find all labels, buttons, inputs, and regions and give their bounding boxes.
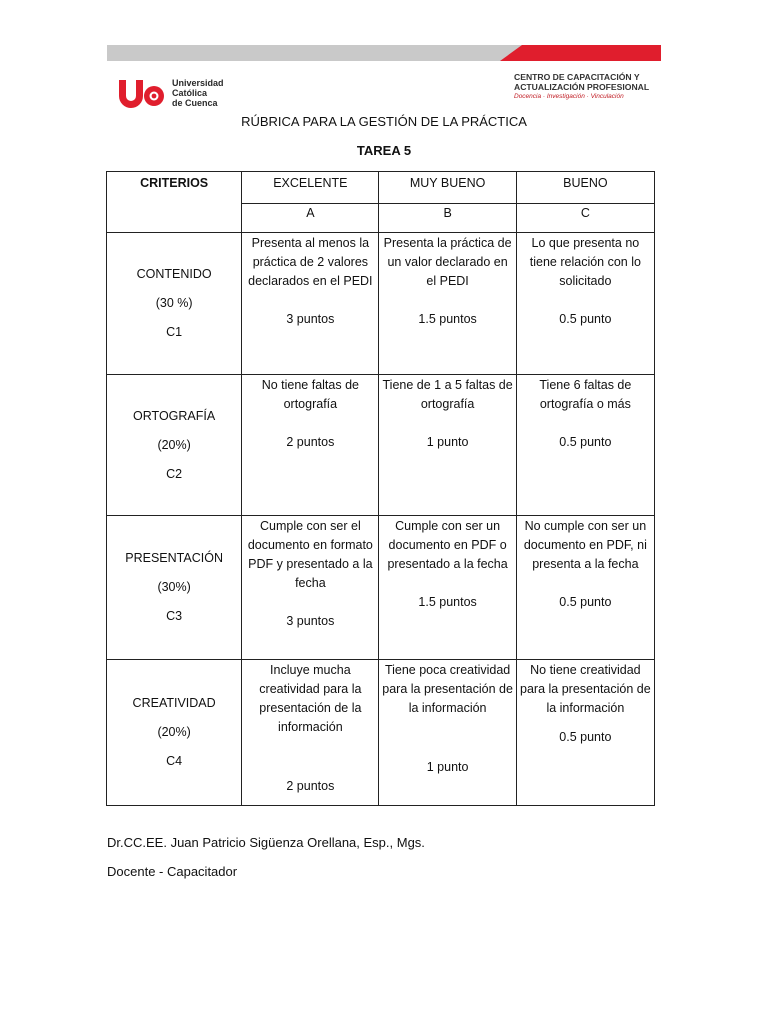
rubric-cell xyxy=(516,516,654,660)
table-row xyxy=(107,516,655,660)
criterion-cell xyxy=(107,233,242,375)
cell-points: 0.5 punto xyxy=(559,435,612,449)
header-band-gray xyxy=(107,45,527,61)
cell-description: Incluye mucha creatividad para la presentación de la información xyxy=(259,663,362,734)
level-header-excelente: EXCELENTE xyxy=(242,172,379,204)
cell-points: 2 puntos xyxy=(286,435,335,449)
level-letter-a: A xyxy=(242,204,379,233)
rubric-cell xyxy=(516,375,654,516)
center-name-line1: CENTRO DE CAPACITACIÓN Y xyxy=(514,72,640,82)
level-header-muy-bueno: MUY BUENO xyxy=(379,172,516,204)
cell-points: 0.5 punto xyxy=(559,595,612,609)
cell-description: Presenta la práctica de un valor declarado en el PEDI xyxy=(383,236,512,288)
cell-points: 1.5 puntos xyxy=(418,595,477,609)
criterion-name: PRESENTACIÓN xyxy=(125,551,223,565)
criterion-weight: (20%) xyxy=(157,437,191,452)
cell-points: 1 punto xyxy=(426,435,469,449)
cell-points: 0.5 punto xyxy=(559,312,612,326)
rubric-table xyxy=(106,171,655,806)
cell-points: 0.5 punto xyxy=(559,730,612,744)
rubric-cell xyxy=(379,233,516,375)
criterion-cell xyxy=(107,660,242,806)
cell-description: Tiene de 1 a 5 faltas de ortografía xyxy=(382,378,513,411)
criterion-weight: (20%) xyxy=(157,725,191,739)
university-logo xyxy=(116,76,224,110)
cell-description: No tiene faltas de ortografía xyxy=(261,378,359,411)
university-name xyxy=(172,78,224,108)
center-logo xyxy=(514,72,664,101)
criteria-header: CRITERIOS xyxy=(107,172,242,233)
rubric-cell xyxy=(379,516,516,660)
document-title: RÚBRICA PARA LA GESTIÓN DE LA PRÁCTICA xyxy=(241,114,527,129)
criterion-name: ORTOGRAFÍA xyxy=(133,408,216,423)
criterion-name: CREATIVIDAD xyxy=(132,696,216,710)
header-band-red xyxy=(500,45,661,61)
rubric-cell xyxy=(242,375,379,516)
table-header-row xyxy=(107,172,655,204)
table-row xyxy=(107,233,655,375)
rubric-cell xyxy=(379,375,516,516)
rubric-cell xyxy=(242,660,379,806)
level-letter-b: B xyxy=(379,204,516,233)
center-tagline: Docencia · Investigación · Vinculación xyxy=(514,93,624,100)
rubric-cell xyxy=(379,660,516,806)
author-name: Dr.CC.EE. Juan Patricio Sigüenza Orellana, Esp., Mgs. xyxy=(107,835,425,850)
criterion-code: C4 xyxy=(166,754,183,768)
university-name-line: Católica xyxy=(172,88,208,98)
author-role: Docente - Capacitador xyxy=(107,864,238,879)
criterion-name: CONTENIDO xyxy=(136,267,212,281)
cell-description: Cumple con ser el documento en formato PDF y presentado a la fecha xyxy=(247,519,373,590)
university-name-line: Universidad xyxy=(172,78,224,88)
cell-description: Presenta al menos la práctica de 2 valores declarados en el PEDI xyxy=(248,236,373,288)
cell-description: Cumple con ser un documento en PDF o presentado a la fecha xyxy=(387,519,508,571)
criterion-cell xyxy=(107,375,242,516)
cell-points: 1 punto xyxy=(426,760,469,774)
criterion-weight: (30 %) xyxy=(155,296,193,310)
table-row xyxy=(107,660,655,806)
cell-points: 1.5 puntos xyxy=(418,312,477,326)
cell-description: Tiene poca creatividad para la presentación de la información xyxy=(382,663,513,715)
ucacue-logo-icon xyxy=(116,76,166,110)
university-name-line: de Cuenca xyxy=(172,98,218,108)
cell-description: No tiene creatividad para la presentación de la información xyxy=(520,663,651,715)
criterion-code: C3 xyxy=(166,609,183,623)
level-header-bueno: BUENO xyxy=(516,172,654,204)
criterion-code: C2 xyxy=(166,466,183,481)
rubric-cell xyxy=(516,660,654,806)
rubric-cell xyxy=(516,233,654,375)
table-row xyxy=(107,375,655,516)
cell-description: No cumple con ser un documento en PDF, ni presenta a la fecha xyxy=(523,519,647,571)
center-name-line2: ACTUALIZACIÓN PROFESIONAL xyxy=(514,82,650,92)
rubric-cell xyxy=(242,516,379,660)
level-letter-c: C xyxy=(516,204,654,233)
document-subtitle: TAREA 5 xyxy=(356,143,412,158)
cell-description: Tiene 6 faltas de ortografía o más xyxy=(539,378,632,411)
cell-points: 2 puntos xyxy=(286,779,335,793)
criterion-code: C1 xyxy=(166,325,183,339)
cell-description: Lo que presenta no tiene relación con lo solicitado xyxy=(529,236,641,288)
criterion-weight: (30%) xyxy=(157,580,191,594)
rubric-cell xyxy=(242,233,379,375)
criterion-cell xyxy=(107,516,242,660)
cell-points: 3 puntos xyxy=(286,614,335,628)
cell-points: 3 puntos xyxy=(286,312,335,326)
